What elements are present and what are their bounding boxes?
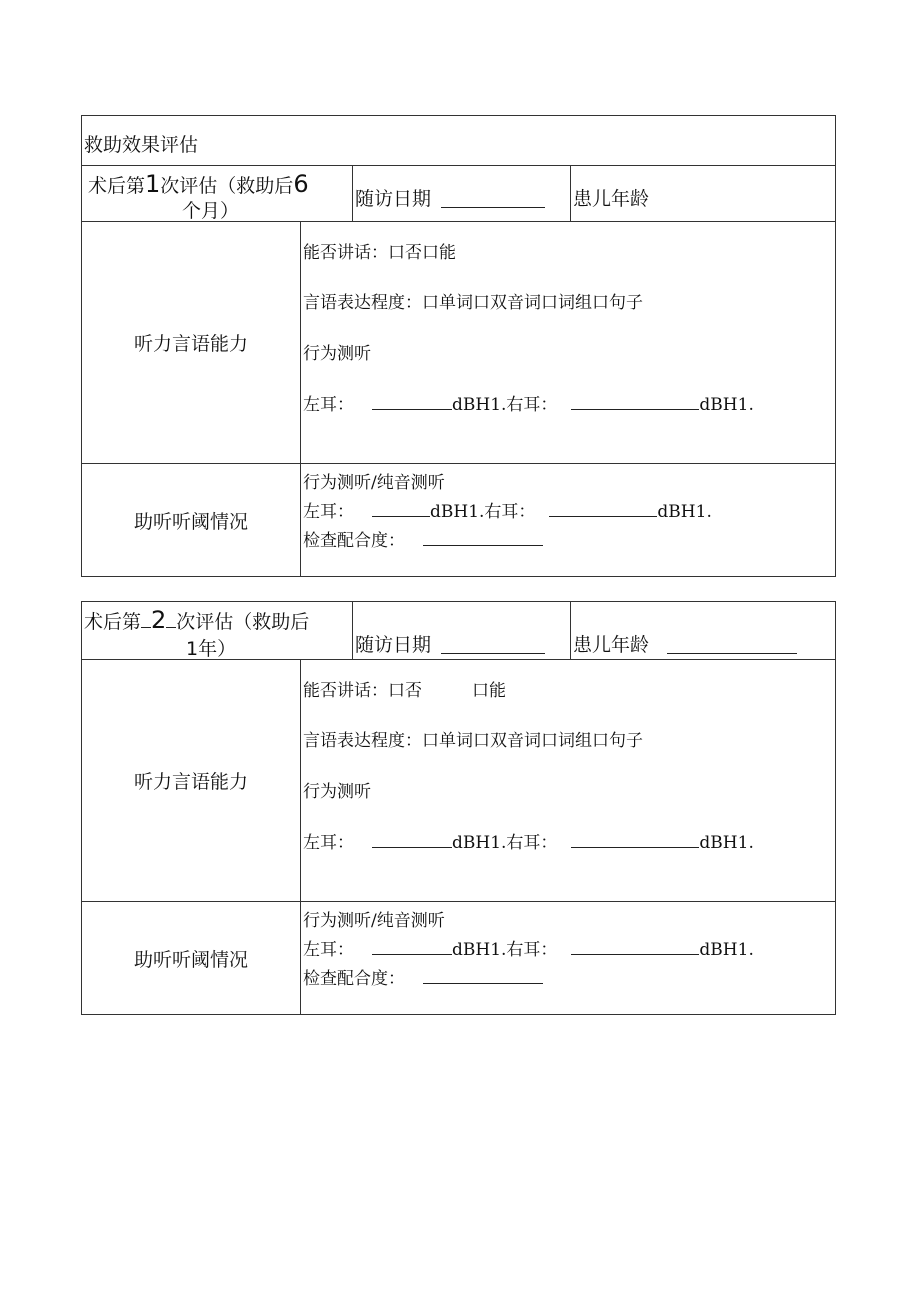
eval2-age-cell: [570, 602, 837, 659]
cooperation-field[interactable]: [423, 982, 543, 984]
eval2-header-line2: 1年）: [186, 638, 237, 660]
eval2-header-line1: [84, 606, 309, 634]
visit-date-label: 随访日期: [355, 188, 432, 210]
aided-threshold-label: 助听听阈情况: [133, 510, 248, 533]
cooperation-field[interactable]: [423, 544, 543, 546]
test-type-label: 行为测听/纯音测听: [303, 911, 445, 931]
right-ear-field[interactable]: [571, 953, 699, 955]
can-speak-options: 能否讲话：口否口能: [303, 243, 456, 263]
eval2-number: 2: [151, 606, 167, 634]
left-ear-field[interactable]: [372, 846, 452, 848]
left-ear-label: 左耳：: [303, 502, 354, 522]
cooperation-line: [303, 526, 543, 551]
test-type-label: 行为测听/纯音测听: [303, 473, 445, 493]
ear-threshold-line: [303, 828, 754, 853]
age-label: 患儿年龄: [573, 634, 650, 656]
eval1-header-line2: 个月）: [182, 200, 240, 222]
eval2-speech-label-cell: [82, 660, 300, 901]
left-ear-label: 左耳：: [303, 833, 354, 853]
section-title-row: [82, 116, 835, 165]
eval1-speech-row: [82, 221, 835, 463]
right-ear-field[interactable]: [571, 408, 699, 410]
section-title: 救助效果评估: [84, 134, 199, 156]
eval1-age-cell: [570, 166, 837, 221]
can-speak-option-yes: 口能: [472, 681, 506, 701]
left-ear-label: 左耳：: [303, 395, 354, 415]
eval1-header-row: [82, 165, 835, 221]
left-ear-label: 左耳：: [303, 940, 354, 960]
eval2-aided-row: [82, 901, 835, 1014]
eval1-speech-label-cell: [82, 222, 300, 463]
eval1-aided-row: [82, 463, 835, 576]
ear-threshold-line: [303, 390, 754, 415]
right-ear-field[interactable]: [571, 846, 699, 848]
aided-threshold-label: 助听听阈情况: [133, 948, 248, 971]
eval2-aided-content-cell: [300, 902, 835, 1014]
eval2-speech-content-cell: [300, 660, 835, 901]
eval2-visit-date-cell: [352, 602, 570, 659]
db-right-ear-label: dBH1.右耳：: [452, 940, 558, 960]
aided-ear-line: [303, 935, 754, 960]
age-label: 患儿年龄: [573, 188, 650, 210]
eval2-speech-row: [82, 659, 835, 901]
left-ear-field[interactable]: [372, 515, 430, 517]
eval2-aided-label-cell: [82, 902, 300, 1014]
db-right-ear-label: dBH1.右耳：: [452, 395, 558, 415]
eval1-aided-label-cell: [82, 464, 300, 576]
eval1-aided-content-cell: [300, 464, 835, 576]
eval1-header-line1: [88, 170, 309, 198]
eval2-header-row: [82, 602, 835, 659]
db-unit: dBH1.: [699, 395, 754, 415]
visit-date-field[interactable]: [441, 206, 545, 208]
eval1-header-cell: [82, 166, 352, 221]
evaluation-table-2: [81, 601, 836, 1015]
eval2-header-text-b: 次评估（救助后: [176, 611, 310, 633]
expression-level-options: 言语表达程度：口单词口双音词口词组口句子: [303, 731, 643, 751]
db-unit: dBH1.: [657, 502, 712, 522]
left-ear-field[interactable]: [372, 953, 452, 955]
db-unit: dBH1.: [699, 833, 754, 853]
eval2-header-cell: [82, 602, 352, 659]
right-ear-field[interactable]: [549, 515, 657, 517]
speech-ability-label: 听力言语能力: [133, 333, 248, 355]
can-speak-option-no: 能否讲话：口否: [303, 681, 422, 701]
visit-date-field[interactable]: [441, 652, 545, 654]
db-right-ear-label: dBH1.右耳：: [430, 502, 536, 522]
db-unit: dBH1.: [699, 940, 754, 960]
age-field[interactable]: [667, 652, 797, 654]
eval1-header-text-b: 次评估（救助后: [160, 175, 294, 197]
visit-date-label: 随访日期: [355, 634, 432, 656]
evaluation-table-1: [81, 115, 836, 577]
eval1-header-text-a: 术后第: [88, 175, 146, 197]
db-right-ear-label: dBH1.右耳：: [452, 833, 558, 853]
cooperation-line: [303, 964, 543, 989]
can-speak-options: [303, 676, 506, 701]
behavior-test-label: 行为测听: [303, 344, 371, 364]
cooperation-label: 检查配合度：: [303, 969, 405, 989]
aided-ear-line: [303, 497, 712, 522]
left-ear-field[interactable]: [372, 408, 452, 410]
speech-ability-label: 听力言语能力: [133, 771, 248, 793]
expression-level-options: 言语表达程度：口单词口双音词口词组口句子: [303, 293, 643, 313]
eval1-visit-date-cell: [352, 166, 570, 221]
cooperation-label: 检查配合度：: [303, 531, 405, 551]
eval2-header-text-a: 术后第: [84, 611, 142, 633]
eval1-six: 6: [293, 170, 309, 198]
behavior-test-label: 行为测听: [303, 782, 371, 802]
eval1-speech-content-cell: [300, 222, 835, 463]
eval1-number: 1: [145, 170, 161, 198]
